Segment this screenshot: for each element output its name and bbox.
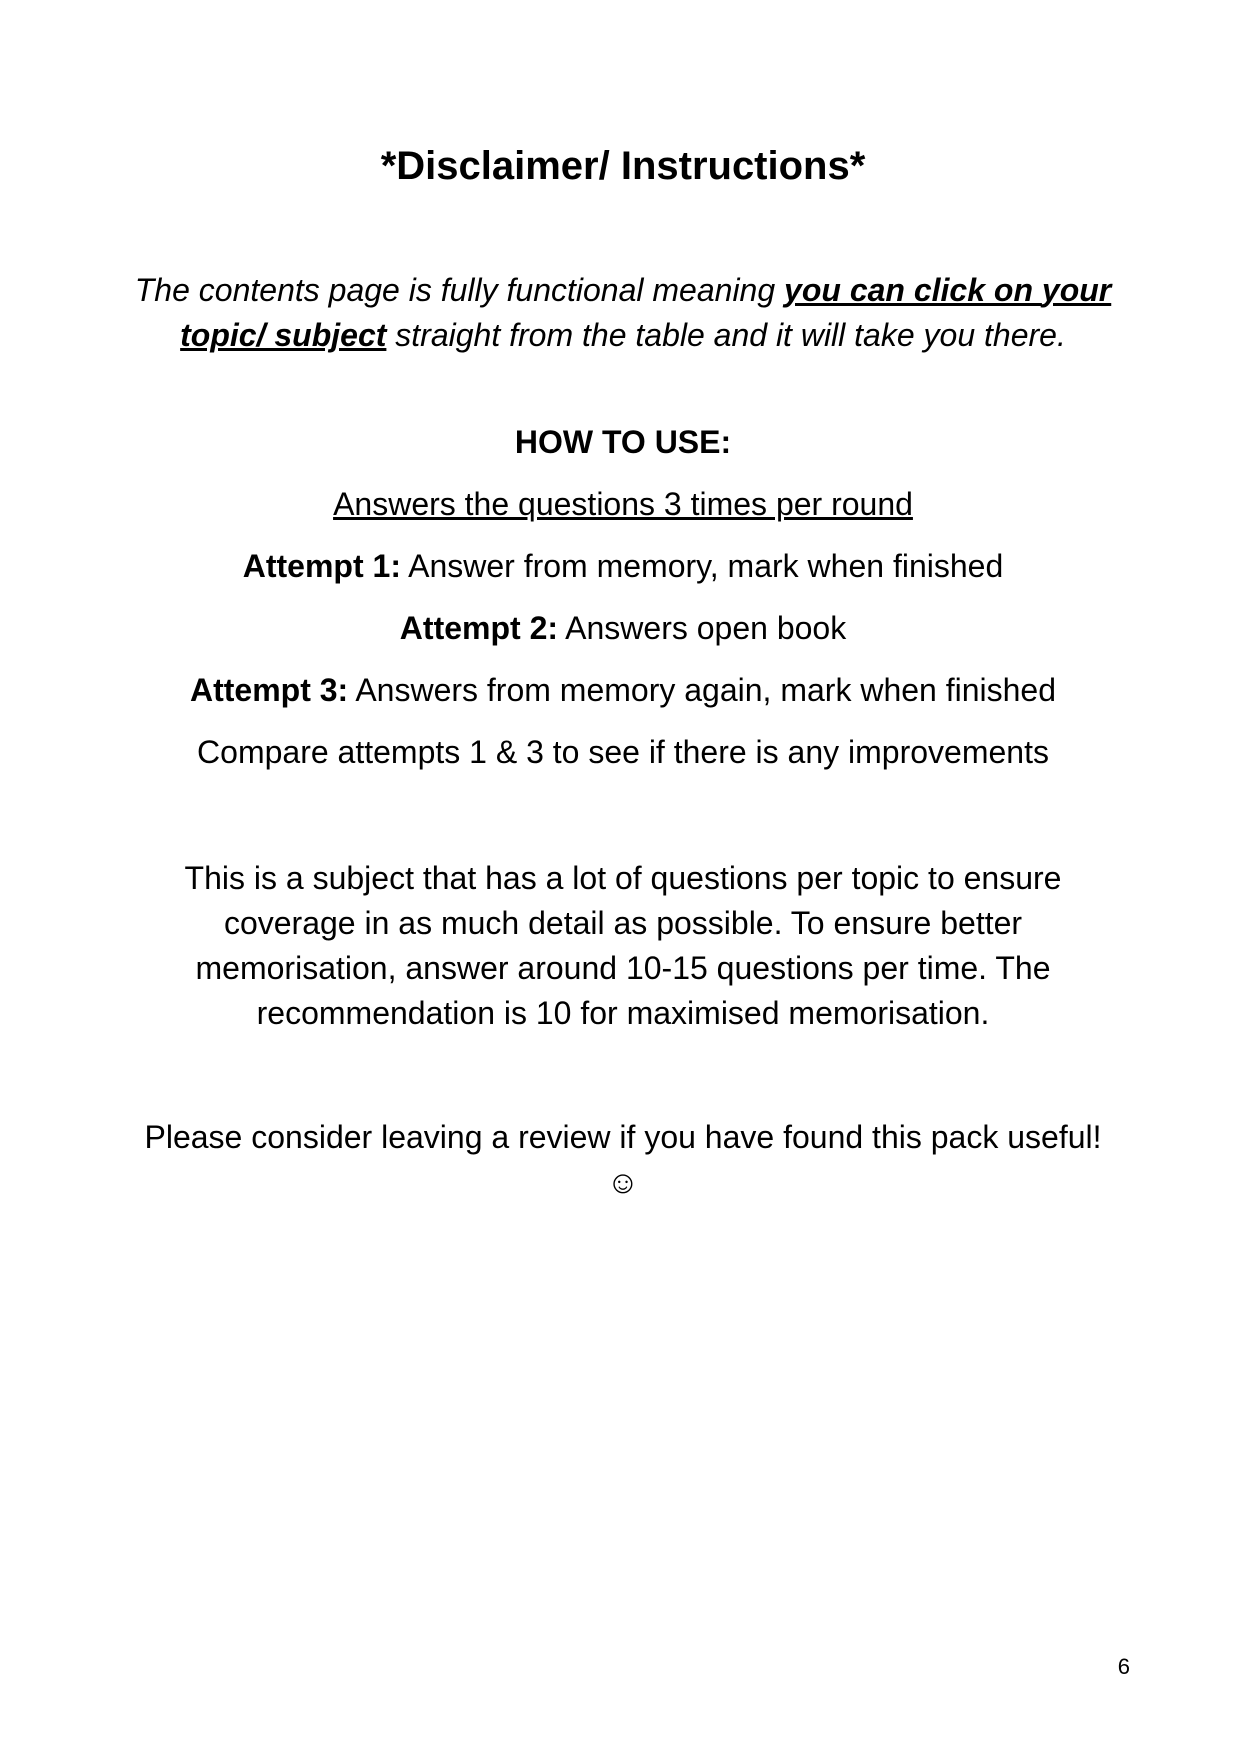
attempt-3-label: Attempt 3: bbox=[189, 672, 349, 708]
how-to-use-heading: HOW TO USE: bbox=[514, 424, 732, 460]
page-number: 6 bbox=[1117, 1654, 1130, 1679]
attempt-2-label: Attempt 2: bbox=[399, 610, 559, 646]
attempt-2-text: Answers open book bbox=[558, 610, 847, 646]
intro-text-before: The contents page is fully functional meaning bbox=[134, 272, 785, 308]
page-title: *Disclaimer/ Instructions* bbox=[380, 144, 866, 188]
review-paragraph: Please consider leaving a review if you have found this pack useful! ☺ bbox=[144, 1119, 1102, 1200]
subject-paragraph: This is a subject that has a lot of questions per topic to ensure coverage in as much detail as possible. To ensure better memorisation, answer around 10-15 questions per time. The recommendation is 10 for maximised memorisation. bbox=[184, 860, 1062, 1031]
attempt-1-text: Answer from memory, mark when finished bbox=[400, 548, 1004, 584]
intro-text-after: straight from the table and it will take you there. bbox=[386, 317, 1066, 353]
intro-paragraph bbox=[130, 268, 1116, 358]
attempt-3-text: Answers from memory again, mark when finished bbox=[348, 672, 1057, 708]
compare-instruction: Compare attempts 1 & 3 to see if there is any improvements bbox=[197, 734, 1049, 770]
contents-link-part-1[interactable]: you can click on bbox=[784, 272, 1033, 308]
contents-link-part-2[interactable]: your topic/ subject bbox=[180, 272, 1112, 353]
attempt-3-line bbox=[130, 670, 1116, 710]
attempt-1-line bbox=[130, 546, 1116, 586]
attempt-1-label: Attempt 1: bbox=[242, 548, 401, 584]
rounds-instruction: Answers the questions 3 times per round bbox=[333, 486, 913, 522]
attempt-2-line bbox=[130, 608, 1116, 648]
